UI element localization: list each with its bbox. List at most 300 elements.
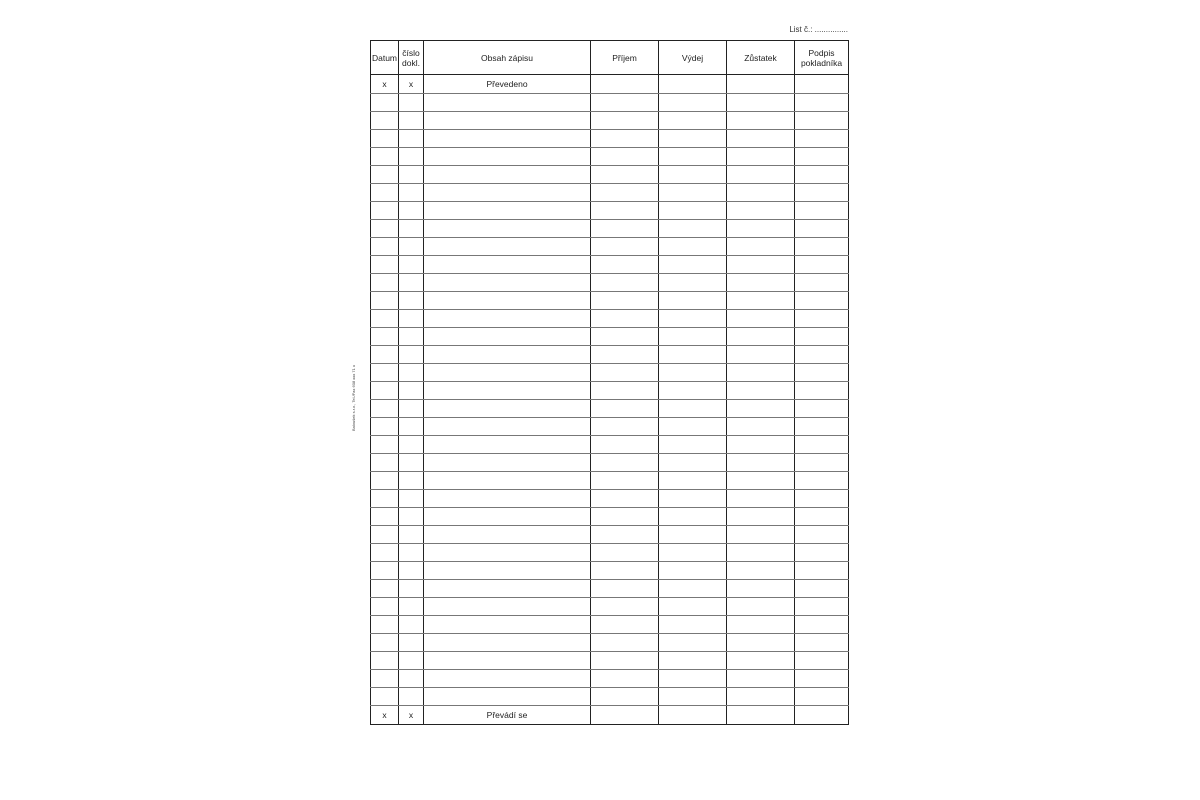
cell-zustatek <box>727 688 795 706</box>
table-row <box>371 292 849 310</box>
cell-datum <box>371 346 399 364</box>
cell-prijem <box>591 166 659 184</box>
cell-datum <box>371 292 399 310</box>
cell-zustatek <box>727 454 795 472</box>
cell-datum <box>371 436 399 454</box>
cell-cislo-dokladu <box>399 364 424 382</box>
cell-datum <box>371 544 399 562</box>
cell-obsah-zapisu <box>424 418 591 436</box>
cell-zustatek <box>727 202 795 220</box>
cell-prijem <box>591 220 659 238</box>
cell-podpis <box>795 148 849 166</box>
cell-obsah-zapisu <box>424 328 591 346</box>
cell-cislo-dokladu <box>399 670 424 688</box>
table-row <box>371 562 849 580</box>
cell-vydej <box>659 112 727 130</box>
cell-obsah-zapisu <box>424 256 591 274</box>
cell-vydej <box>659 292 727 310</box>
cell-podpis <box>795 652 849 670</box>
cell-obsah-zapisu <box>424 382 591 400</box>
cell-zustatek <box>727 346 795 364</box>
cell-cislo-dokladu <box>399 130 424 148</box>
cell-obsah-zapisu <box>424 112 591 130</box>
cell-obsah-zapisu <box>424 130 591 148</box>
table-row <box>371 580 849 598</box>
cell-obsah-zapisu <box>424 238 591 256</box>
cell-vydej <box>659 220 727 238</box>
cell-podpis <box>795 75 849 94</box>
cell-cislo-dokladu <box>399 292 424 310</box>
cell-podpis <box>795 220 849 238</box>
cell-obsah-zapisu <box>424 202 591 220</box>
cell-vydej <box>659 94 727 112</box>
table-row <box>371 616 849 634</box>
header-prijem: Příjem <box>591 41 659 75</box>
table-row <box>371 544 849 562</box>
cell-cislo-dokladu: x <box>399 706 424 725</box>
cell-zustatek <box>727 652 795 670</box>
cell-vydej <box>659 274 727 292</box>
cell-prijem <box>591 148 659 166</box>
cell-prijem <box>591 292 659 310</box>
cell-podpis <box>795 688 849 706</box>
cell-zustatek <box>727 562 795 580</box>
cell-cislo-dokladu <box>399 652 424 670</box>
cell-prijem <box>591 94 659 112</box>
cell-vydej <box>659 256 727 274</box>
cell-zustatek <box>727 400 795 418</box>
cell-datum <box>371 562 399 580</box>
table-row <box>371 184 849 202</box>
table-row <box>371 436 849 454</box>
cell-datum <box>371 94 399 112</box>
cell-zustatek <box>727 364 795 382</box>
cell-prijem <box>591 310 659 328</box>
cell-podpis <box>795 634 849 652</box>
cell-podpis <box>795 112 849 130</box>
cell-zustatek <box>727 670 795 688</box>
cell-podpis <box>795 202 849 220</box>
cell-cislo-dokladu <box>399 220 424 238</box>
table-row <box>371 382 849 400</box>
cell-obsah-zapisu <box>424 346 591 364</box>
cell-obsah-zapisu <box>424 472 591 490</box>
cell-datum: x <box>371 706 399 725</box>
cell-cislo-dokladu <box>399 562 424 580</box>
cell-vydej <box>659 310 727 328</box>
carried-forward-row <box>371 75 849 94</box>
cell-obsah-zapisu <box>424 292 591 310</box>
cell-datum <box>371 184 399 202</box>
cell-datum <box>371 580 399 598</box>
cell-podpis <box>795 616 849 634</box>
table-row <box>371 94 849 112</box>
cell-obsah-zapisu <box>424 598 591 616</box>
cell-zustatek <box>727 238 795 256</box>
cell-podpis <box>795 346 849 364</box>
cell-prijem <box>591 454 659 472</box>
cell-zustatek <box>727 526 795 544</box>
cell-vydej <box>659 688 727 706</box>
cell-podpis <box>795 130 849 148</box>
cell-datum <box>371 238 399 256</box>
cell-vydej <box>659 184 727 202</box>
cell-podpis <box>795 310 849 328</box>
table-row <box>371 454 849 472</box>
table-row <box>371 112 849 130</box>
cell-zustatek <box>727 130 795 148</box>
cell-cislo-dokladu <box>399 166 424 184</box>
cell-prijem <box>591 598 659 616</box>
cell-obsah-zapisu <box>424 544 591 562</box>
cell-datum <box>371 256 399 274</box>
cell-prijem <box>591 256 659 274</box>
cell-cislo-dokladu <box>399 508 424 526</box>
cell-cislo-dokladu <box>399 544 424 562</box>
cell-prijem <box>591 616 659 634</box>
cell-zustatek <box>727 634 795 652</box>
cell-obsah-zapisu <box>424 634 591 652</box>
cell-datum <box>371 526 399 544</box>
cell-prijem <box>591 634 659 652</box>
cell-cislo-dokladu <box>399 580 424 598</box>
cell-vydej <box>659 148 727 166</box>
cell-cislo-dokladu <box>399 436 424 454</box>
cell-datum <box>371 220 399 238</box>
cell-obsah-zapisu <box>424 454 591 472</box>
cell-obsah-zapisu: Převedeno <box>424 75 591 94</box>
cell-prijem <box>591 328 659 346</box>
table-row <box>371 400 849 418</box>
cell-datum <box>371 616 399 634</box>
cell-datum <box>371 364 399 382</box>
cell-zustatek <box>727 112 795 130</box>
cell-prijem <box>591 400 659 418</box>
cell-prijem <box>591 364 659 382</box>
cell-obsah-zapisu <box>424 148 591 166</box>
cell-zustatek <box>727 472 795 490</box>
cell-cislo-dokladu: x <box>399 75 424 94</box>
cell-obsah-zapisu <box>424 688 591 706</box>
header-obsah-zapisu: Obsah zápisu <box>424 41 591 75</box>
cell-vydej <box>659 454 727 472</box>
table-row <box>371 238 849 256</box>
cell-vydej <box>659 382 727 400</box>
cell-datum <box>371 454 399 472</box>
cell-datum <box>371 112 399 130</box>
cell-prijem <box>591 75 659 94</box>
header-podpis-pokladnika: Podpis pokladníka <box>795 41 849 75</box>
cell-zustatek <box>727 274 795 292</box>
cell-cislo-dokladu <box>399 94 424 112</box>
cell-podpis <box>795 418 849 436</box>
cell-datum <box>371 652 399 670</box>
cell-obsah-zapisu <box>424 166 591 184</box>
cell-vydej <box>659 364 727 382</box>
table-row <box>371 148 849 166</box>
cell-obsah-zapisu <box>424 652 591 670</box>
cell-vydej <box>659 670 727 688</box>
cell-datum <box>371 508 399 526</box>
cell-obsah-zapisu <box>424 508 591 526</box>
cell-podpis <box>795 400 849 418</box>
cell-datum <box>371 598 399 616</box>
cell-datum <box>371 688 399 706</box>
cell-zustatek <box>727 328 795 346</box>
cell-cislo-dokladu <box>399 598 424 616</box>
cell-vydej <box>659 580 727 598</box>
cell-cislo-dokladu <box>399 184 424 202</box>
cell-obsah-zapisu <box>424 220 591 238</box>
cell-datum <box>371 490 399 508</box>
cell-prijem <box>591 346 659 364</box>
cell-zustatek <box>727 544 795 562</box>
cell-obsah-zapisu <box>424 526 591 544</box>
table-row <box>371 670 849 688</box>
cell-prijem <box>591 580 659 598</box>
cell-obsah-zapisu <box>424 436 591 454</box>
cell-cislo-dokladu <box>399 310 424 328</box>
table-row <box>371 472 849 490</box>
cell-prijem <box>591 418 659 436</box>
header-row <box>371 41 849 75</box>
cell-prijem <box>591 202 659 220</box>
cell-prijem <box>591 706 659 725</box>
table-row <box>371 508 849 526</box>
cell-cislo-dokladu <box>399 454 424 472</box>
cell-cislo-dokladu <box>399 526 424 544</box>
cell-zustatek <box>727 436 795 454</box>
cell-datum <box>371 166 399 184</box>
cell-zustatek <box>727 490 795 508</box>
header-zustatek: Zůstatek <box>727 41 795 75</box>
cell-podpis <box>795 472 849 490</box>
header-datum: Datum <box>371 41 399 75</box>
cell-obsah-zapisu <box>424 490 591 508</box>
cell-datum <box>371 634 399 652</box>
cell-obsah-zapisu <box>424 364 591 382</box>
table-row <box>371 130 849 148</box>
cell-zustatek <box>727 256 795 274</box>
table-row <box>371 256 849 274</box>
cell-cislo-dokladu <box>399 634 424 652</box>
cell-prijem <box>591 652 659 670</box>
cell-prijem <box>591 562 659 580</box>
cell-cislo-dokladu <box>399 688 424 706</box>
table-row <box>371 364 849 382</box>
cell-vydej <box>659 202 727 220</box>
cell-podpis <box>795 490 849 508</box>
cell-zustatek <box>727 310 795 328</box>
cell-obsah-zapisu <box>424 580 591 598</box>
cell-obsah-zapisu <box>424 616 591 634</box>
table-row <box>371 652 849 670</box>
cashbook-table <box>370 40 849 725</box>
cell-podpis <box>795 706 849 725</box>
cell-podpis <box>795 580 849 598</box>
cell-vydej <box>659 544 727 562</box>
cell-zustatek <box>727 75 795 94</box>
cell-podpis <box>795 274 849 292</box>
cell-prijem <box>591 526 659 544</box>
cell-datum <box>371 382 399 400</box>
cell-podpis <box>795 598 849 616</box>
cell-prijem <box>591 382 659 400</box>
cell-obsah-zapisu <box>424 310 591 328</box>
cell-podpis <box>795 382 849 400</box>
cell-podpis <box>795 292 849 310</box>
cell-podpis <box>795 670 849 688</box>
cell-datum <box>371 274 399 292</box>
cell-cislo-dokladu <box>399 256 424 274</box>
cell-prijem <box>591 670 659 688</box>
cell-podpis <box>795 526 849 544</box>
cell-vydej <box>659 526 727 544</box>
cell-datum <box>371 472 399 490</box>
cell-prijem <box>591 184 659 202</box>
cell-datum <box>371 148 399 166</box>
cell-cislo-dokladu <box>399 202 424 220</box>
cell-obsah-zapisu <box>424 274 591 292</box>
cell-obsah-zapisu <box>424 184 591 202</box>
cell-podpis <box>795 184 849 202</box>
cell-podpis <box>795 166 849 184</box>
cell-cislo-dokladu <box>399 400 424 418</box>
table-row <box>371 346 849 364</box>
cell-zustatek <box>727 598 795 616</box>
cell-datum <box>371 670 399 688</box>
table-row <box>371 490 849 508</box>
cell-vydej <box>659 400 727 418</box>
cell-cislo-dokladu <box>399 274 424 292</box>
carry-over-row <box>371 706 849 725</box>
cell-vydej <box>659 616 727 634</box>
sheet-number-label: List č.: ............... <box>789 25 848 34</box>
cell-vydej <box>659 508 727 526</box>
cell-vydej <box>659 490 727 508</box>
cell-cislo-dokladu <box>399 490 424 508</box>
cell-zustatek <box>727 508 795 526</box>
cell-vydej <box>659 328 727 346</box>
cell-vydej <box>659 706 727 725</box>
table-row <box>371 634 849 652</box>
cell-zustatek <box>727 418 795 436</box>
cell-vydej <box>659 472 727 490</box>
cell-cislo-dokladu <box>399 328 424 346</box>
table-row <box>371 274 849 292</box>
cell-vydej <box>659 598 727 616</box>
cell-datum <box>371 328 399 346</box>
header-vydej: Výdej <box>659 41 727 75</box>
cell-zustatek <box>727 616 795 634</box>
cell-obsah-zapisu <box>424 562 591 580</box>
table-row <box>371 310 849 328</box>
cell-vydej <box>659 652 727 670</box>
cell-prijem <box>591 490 659 508</box>
cell-prijem <box>591 688 659 706</box>
table-row <box>371 418 849 436</box>
cell-obsah-zapisu <box>424 400 591 418</box>
cell-vydej <box>659 75 727 94</box>
cell-podpis <box>795 364 849 382</box>
cell-cislo-dokladu <box>399 112 424 130</box>
cell-zustatek <box>727 94 795 112</box>
cell-datum <box>371 202 399 220</box>
cell-cislo-dokladu <box>399 616 424 634</box>
cell-prijem <box>591 472 659 490</box>
cell-datum <box>371 400 399 418</box>
printer-imprint: Baloušek s.r.o., Tel./Fax 608 xxx 71 x <box>351 365 356 431</box>
cell-vydej <box>659 130 727 148</box>
cell-prijem <box>591 112 659 130</box>
cell-cislo-dokladu <box>399 148 424 166</box>
table-row <box>371 220 849 238</box>
cell-podpis <box>795 328 849 346</box>
cell-podpis <box>795 454 849 472</box>
cell-podpis <box>795 94 849 112</box>
cell-vydej <box>659 418 727 436</box>
table-row <box>371 526 849 544</box>
cell-datum <box>371 130 399 148</box>
header-cislo-dokladu: číslo dokl. <box>399 41 424 75</box>
cell-zustatek <box>727 220 795 238</box>
cell-vydej <box>659 634 727 652</box>
cell-zustatek <box>727 148 795 166</box>
cell-prijem <box>591 274 659 292</box>
cell-zustatek <box>727 382 795 400</box>
table-row <box>371 688 849 706</box>
cell-zustatek <box>727 166 795 184</box>
table-row <box>371 202 849 220</box>
cell-podpis <box>795 544 849 562</box>
cell-vydej <box>659 238 727 256</box>
cell-cislo-dokladu <box>399 382 424 400</box>
cell-prijem <box>591 436 659 454</box>
cell-obsah-zapisu: Převádí se <box>424 706 591 725</box>
cell-prijem <box>591 238 659 256</box>
cell-cislo-dokladu <box>399 346 424 364</box>
table-row <box>371 598 849 616</box>
table-row <box>371 166 849 184</box>
cell-podpis <box>795 436 849 454</box>
cell-prijem <box>591 130 659 148</box>
cell-cislo-dokladu <box>399 472 424 490</box>
cell-cislo-dokladu <box>399 238 424 256</box>
cell-zustatek <box>727 292 795 310</box>
cell-cislo-dokladu <box>399 418 424 436</box>
cell-podpis <box>795 238 849 256</box>
cell-podpis <box>795 508 849 526</box>
cell-vydej <box>659 562 727 580</box>
cell-vydej <box>659 346 727 364</box>
cell-podpis <box>795 256 849 274</box>
cell-prijem <box>591 544 659 562</box>
cell-datum <box>371 418 399 436</box>
cell-vydej <box>659 436 727 454</box>
cell-zustatek <box>727 580 795 598</box>
cell-obsah-zapisu <box>424 94 591 112</box>
cell-obsah-zapisu <box>424 670 591 688</box>
cell-datum <box>371 310 399 328</box>
cell-datum: x <box>371 75 399 94</box>
table-row <box>371 328 849 346</box>
cell-vydej <box>659 166 727 184</box>
cell-prijem <box>591 508 659 526</box>
cashbook-sheet <box>370 20 850 780</box>
cell-zustatek <box>727 706 795 725</box>
cell-podpis <box>795 562 849 580</box>
cell-zustatek <box>727 184 795 202</box>
